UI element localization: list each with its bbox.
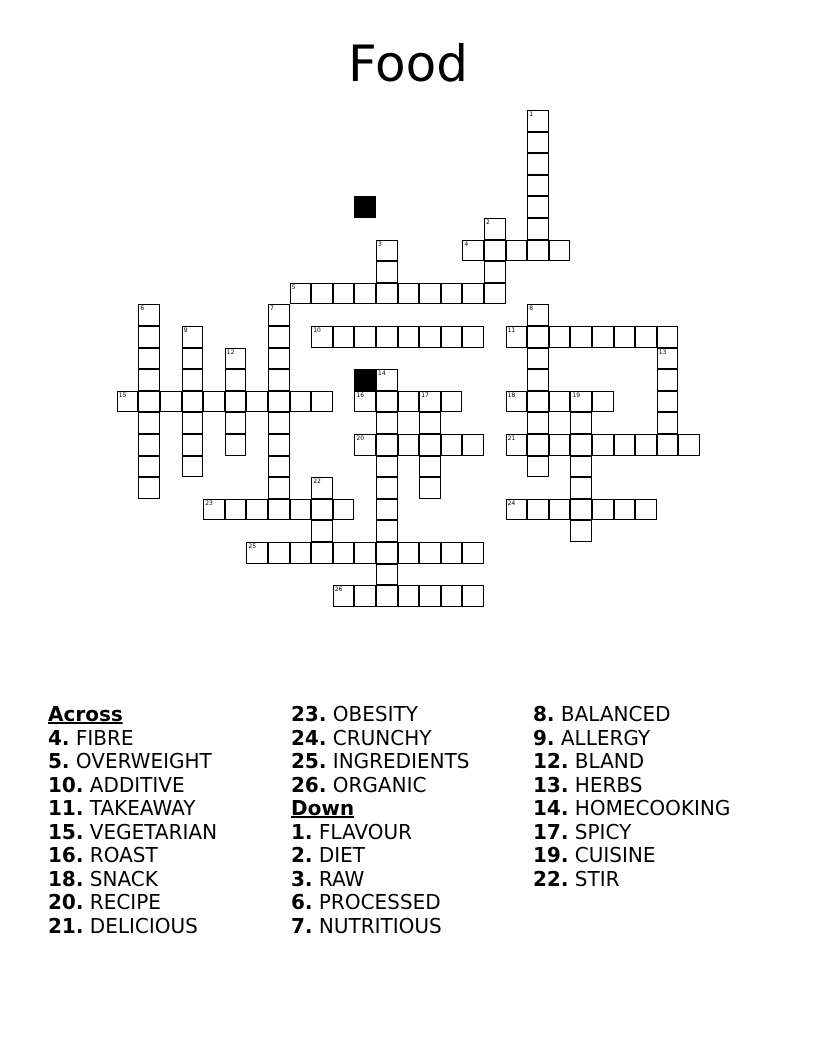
grid-cell[interactable] [354,542,376,564]
grid-cell[interactable] [333,585,355,607]
grid-cell[interactable] [527,240,549,262]
grid-cell[interactable] [354,585,376,607]
grid-cell[interactable] [678,434,700,456]
clue-answer: BALANCED [554,702,671,726]
across-clue [48,891,217,915]
grid-cell[interactable] [527,196,549,218]
grid-cell[interactable] [376,391,398,413]
grid-cell[interactable] [506,240,528,262]
grid-cell[interactable] [592,434,614,456]
clue-number: 8 [529,305,534,313]
grid-cell[interactable] [441,326,463,348]
clue-number: 26 [334,586,343,594]
grid-cell[interactable] [117,391,139,413]
grid-cell[interactable] [570,499,592,521]
grid-cell[interactable] [376,283,398,305]
clue-answer: FIBRE [69,725,134,750]
clue-number: 1 [529,111,534,118]
grid-cell[interactable] [527,391,549,413]
grid-cell[interactable] [376,456,398,478]
clue-answer: SNACK [83,866,158,891]
down-clue [533,844,730,868]
grid-cell[interactable] [354,326,376,348]
clue-number-label: 11. [48,796,84,820]
clue-answer: CUISINE [568,843,656,867]
grid-cell[interactable] [419,456,441,478]
grid-cell[interactable] [225,412,247,434]
across-clue [48,797,217,821]
clue-number: 14 [378,370,386,378]
grid-cell[interactable] [592,326,614,348]
grid-cell[interactable] [376,261,398,283]
grid-cell[interactable] [657,348,679,370]
grid-cell[interactable] [527,499,549,521]
grid-cell[interactable] [635,434,657,456]
clue-answer: RAW [312,866,365,891]
across-clue [48,727,217,751]
grid-cell[interactable] [462,240,484,262]
clue-column-2 [291,703,470,938]
clue-answer: DELICIOUS [83,913,198,938]
grid-cell[interactable] [268,412,290,434]
grid-cell[interactable] [657,412,679,434]
grid-cell[interactable] [419,477,441,499]
clue-number-label: 5. [48,749,70,773]
clue-answer: ADDITIVE [83,772,185,797]
down-clue [533,703,730,727]
grid-cell[interactable] [527,348,549,370]
clue-number-label: 12. [533,749,569,773]
clue-number-label: 22. [533,866,569,891]
grid-cell[interactable] [354,391,376,413]
clue-number-label: 13. [533,772,569,797]
clue-number-label: 18. [48,866,84,891]
grid-cell[interactable] [549,240,571,262]
grid-cell[interactable] [635,499,657,521]
down-clue [533,797,730,821]
down-clue [291,821,470,845]
grid-cell[interactable] [268,499,290,521]
grid-cell[interactable] [376,369,398,391]
clue-answer: HERBS [568,772,643,797]
clue-number: 12 [226,348,235,356]
down-clue [533,774,730,798]
grid-cell[interactable] [138,434,160,456]
clue-answer: VEGETARIAN [83,819,218,844]
grid-cell[interactable] [160,391,182,413]
down-heading: Down [291,796,355,820]
clue-number: 18 [507,391,516,399]
grid-cell[interactable] [549,391,571,413]
grid-cell[interactable] [657,369,679,391]
across-clue [48,774,217,798]
clue-answer: TAKEAWAY [83,796,196,820]
clue-number: 11 [507,327,516,334]
grid-cell[interactable] [268,348,290,370]
clue-number-label: 1. [291,819,313,844]
clue-number: 7 [270,305,274,313]
down-clue [291,868,470,892]
grid-cell[interactable] [419,326,441,348]
grid-cell[interactable] [290,391,312,413]
across-heading: Across [48,702,123,726]
clue-number: 15 [118,391,127,399]
grid-cell[interactable] [527,326,549,348]
grid-cell[interactable] [290,499,312,521]
grid-cell[interactable] [570,434,592,456]
clue-number: 3 [378,240,382,248]
grid-cell[interactable] [506,499,528,521]
grid-cell[interactable] [225,499,247,521]
clue-number-label: 24. [291,725,327,750]
grid-cell[interactable] [570,520,592,542]
clue-answer: ALLERGY [554,725,651,750]
grid-cell[interactable] [462,326,484,348]
clue-answer: CRUNCHY [326,725,432,750]
across-clue [48,844,217,868]
across-clue [48,868,217,892]
across-clue [48,915,217,939]
grid-block [354,196,376,218]
clue-number: 21 [507,435,516,442]
grid-cell[interactable] [225,434,247,456]
grid-cell[interactable] [527,434,549,456]
grid-cell[interactable] [225,391,247,413]
grid-cell[interactable] [527,110,549,132]
across-clue [291,703,470,727]
grid-cell[interactable] [419,585,441,607]
puzzle-title: Food [348,35,468,93]
grid-cell[interactable] [484,218,506,240]
grid-cell[interactable] [225,348,247,370]
grid-cell[interactable] [419,434,441,456]
grid-cell[interactable] [614,499,636,521]
grid-cell[interactable] [398,326,420,348]
grid-cell[interactable] [138,369,160,391]
grid-block [354,369,376,391]
clue-column-1 [48,703,217,938]
clue-number-label: 6. [291,890,313,914]
clue-number: 13 [658,348,667,356]
across-clue [291,727,470,751]
clue-answer: ROAST [83,843,158,867]
grid-cell[interactable] [376,564,398,586]
grid-cell[interactable] [462,283,484,305]
clue-number: 24 [507,499,516,507]
clue-number-label: 20. [48,890,84,914]
grid-cell[interactable] [398,283,420,305]
grid-cell[interactable] [441,391,463,413]
grid-cell[interactable] [246,542,268,564]
clue-answer: HOMECOOKING [568,796,731,820]
grid-cell[interactable] [333,499,355,521]
grid-cell[interactable] [462,434,484,456]
clue-answer: BLAND [568,749,645,773]
grid-cell[interactable] [570,412,592,434]
clue-answer: ORGANIC [326,772,427,797]
grid-cell[interactable] [311,542,333,564]
clue-number-label: 14. [533,796,569,820]
clue-number: 23 [205,499,213,507]
clue-number: 6 [140,305,145,313]
grid-cell[interactable] [441,542,463,564]
grid-cell[interactable] [182,348,204,370]
grid-cell[interactable] [592,391,614,413]
clue-number-label: 25. [291,749,327,773]
grid-cell[interactable] [268,326,290,348]
grid-cell[interactable] [527,175,549,197]
grid-cell[interactable] [246,499,268,521]
down-clue [533,750,730,774]
grid-cell[interactable] [333,542,355,564]
grid-cell[interactable] [203,391,225,413]
clue-number-label: 7. [291,913,313,938]
grid-cell[interactable] [527,369,549,391]
grid-cell[interactable] [376,585,398,607]
grid-cell[interactable] [527,218,549,240]
grid-cell[interactable] [484,261,506,283]
clue-number-label: 3. [291,866,313,891]
clue-number-label: 21. [48,913,84,938]
clue-number: 5 [291,283,296,291]
grid-cell[interactable] [268,434,290,456]
clue-number: 4 [464,240,469,248]
grid-cell[interactable] [268,369,290,391]
grid-cell[interactable] [506,391,528,413]
clue-number-label: 9. [533,725,555,750]
clue-number-label: 17. [533,819,569,844]
clue-answer: NUTRITIOUS [312,913,442,938]
grid-cell[interactable] [138,348,160,370]
grid-cell[interactable] [376,499,398,521]
grid-cell[interactable] [527,153,549,175]
grid-cell[interactable] [570,391,592,413]
grid-cell[interactable] [376,412,398,434]
down-clue [533,821,730,845]
clue-column-3 [533,703,730,891]
clue-answer: STIR [568,866,620,891]
grid-cell[interactable] [635,326,657,348]
grid-cell[interactable] [398,391,420,413]
grid-cell[interactable] [376,542,398,564]
clue-number: 25 [248,543,257,550]
down-clue [291,915,470,939]
down-clue [533,868,730,892]
grid-cell[interactable] [376,240,398,262]
grid-cell[interactable] [549,434,571,456]
clue-number: 17 [421,391,429,399]
grid-cell[interactable] [354,283,376,305]
grid-cell[interactable] [376,326,398,348]
clue-answer: INGREDIENTS [326,749,470,773]
clue-number-label: 19. [533,843,569,867]
grid-cell[interactable] [419,283,441,305]
grid-cell[interactable] [398,585,420,607]
grid-cell[interactable] [419,391,441,413]
grid-cell[interactable] [657,434,679,456]
clue-number: 2 [486,219,490,226]
grid-cell[interactable] [246,391,268,413]
grid-cell[interactable] [268,477,290,499]
grid-cell[interactable] [570,477,592,499]
grid-cell[interactable] [290,542,312,564]
grid-cell[interactable] [506,434,528,456]
clue-number: 10 [313,327,321,334]
grid-cell[interactable] [398,542,420,564]
clue-number-label: 10. [48,772,84,797]
clue-number: 20 [356,435,365,442]
grid-cell[interactable] [441,434,463,456]
grid-cell[interactable] [290,283,312,305]
grid-cell[interactable] [138,391,160,413]
grid-cell[interactable] [268,456,290,478]
grid-cell[interactable] [333,326,355,348]
across-clue [48,821,217,845]
clue-answer: RECIPE [83,890,161,914]
grid-cell[interactable] [311,477,333,499]
clue-number-label: 26. [291,772,327,797]
grid-cell[interactable] [268,304,290,326]
down-clue [291,844,470,868]
grid-cell[interactable] [311,499,333,521]
grid-cell[interactable] [506,326,528,348]
grid-cell[interactable] [462,542,484,564]
grid-cell[interactable] [657,391,679,413]
grid-cell[interactable] [376,434,398,456]
grid-cell[interactable] [138,477,160,499]
grid-cell[interactable] [376,477,398,499]
clue-answer: FLAVOUR [312,819,412,844]
grid-cell[interactable] [441,585,463,607]
grid-cell[interactable] [462,585,484,607]
grid-cell[interactable] [354,434,376,456]
clue-number: 22 [313,478,321,486]
grid-cell[interactable] [527,304,549,326]
grid-cell[interactable] [441,283,463,305]
grid-cell[interactable] [138,456,160,478]
clue-number-label: 2. [291,843,313,867]
clue-answer: SPICY [568,819,632,844]
grid-cell[interactable] [527,132,549,154]
clue-number-label: 23. [291,702,327,726]
grid-cell[interactable] [570,456,592,478]
grid-cell[interactable] [138,304,160,326]
down-clue [291,891,470,915]
grid-cell[interactable] [398,434,420,456]
clue-answer: DIET [312,843,366,867]
clue-answer: OVERWEIGHT [69,749,212,773]
grid-cell[interactable] [138,412,160,434]
grid-cell[interactable] [311,520,333,542]
grid-cell[interactable] [484,283,506,305]
grid-cell[interactable] [311,391,333,413]
across-clue [291,750,470,774]
clue-number: 16 [356,391,365,399]
grid-cell[interactable] [182,391,204,413]
grid-cell[interactable] [182,369,204,391]
grid-cell[interactable] [527,456,549,478]
across-clue [48,750,217,774]
grid-cell[interactable] [333,283,355,305]
clue-number: 19 [572,391,581,399]
grid-cell[interactable] [549,326,571,348]
grid-cell[interactable] [268,542,290,564]
clue-number-label: 15. [48,819,84,844]
grid-cell[interactable] [311,283,333,305]
grid-cell[interactable] [138,326,160,348]
across-clue [291,774,470,798]
clue-number: 9 [183,327,188,334]
grid-cell[interactable] [527,412,549,434]
grid-cell[interactable] [657,326,679,348]
grid-cell[interactable] [182,434,204,456]
grid-cell[interactable] [592,499,614,521]
clue-answer: OBESITY [326,702,418,726]
grid-cell[interactable] [225,369,247,391]
grid-cell[interactable] [182,412,204,434]
grid-cell[interactable] [182,456,204,478]
grid-cell[interactable] [614,434,636,456]
down-clue [533,727,730,751]
grid-cell[interactable] [549,499,571,521]
grid-cell[interactable] [614,326,636,348]
clue-number-label: 4. [48,725,70,750]
grid-cell[interactable] [570,326,592,348]
grid-cell[interactable] [484,240,506,262]
clue-number-label: 8. [533,702,555,726]
grid-cell[interactable] [182,326,204,348]
clue-number-label: 16. [48,843,84,867]
grid-cell[interactable] [376,520,398,542]
grid-cell[interactable] [419,542,441,564]
grid-cell[interactable] [311,326,333,348]
grid-cell[interactable] [268,391,290,413]
clue-answer: PROCESSED [312,890,441,914]
grid-cell[interactable] [419,412,441,434]
grid-cell[interactable] [203,499,225,521]
